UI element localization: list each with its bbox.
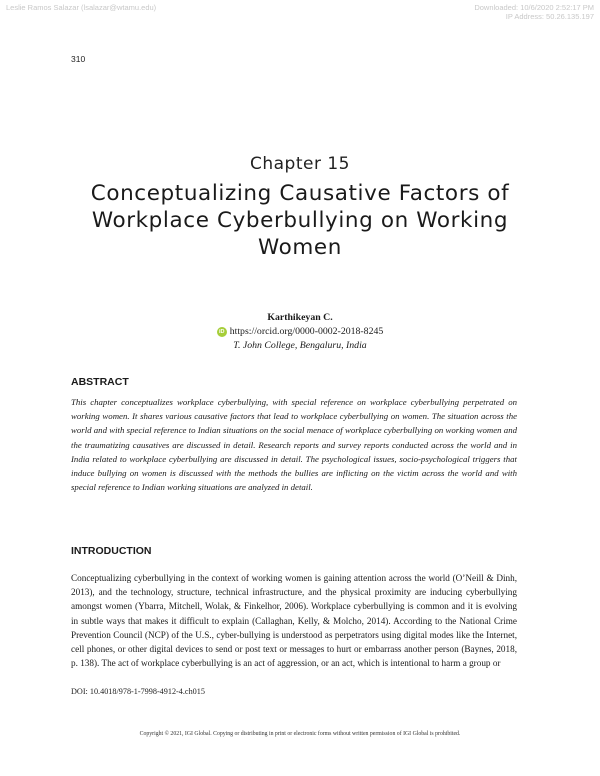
introduction-text: Conceptualizing cyberbullying in the context of working women is gaining attention across the world (O’Neill & Dinh, 2013), and the technology, structure, technical infrastructure, and the physical proximity are inducing cyberbullying amongst women (Ybarra, Mitchell, Wolak, & Finkelhor, 2006). Workplace cyberbullying is common and it is evolving in subtle ways that makes it difficult to explain (Callaghan, Kelly, & Molcho, 2014). According to the National Crime Prevention Council (NCP) of the U.S., cyber-bullying is understood as perpetrators using digital modes like the Internet, cell phones, or other digital devices to send or post text or messages to hurt or embarrass another person (Baynes, 2018, p. 138). The act of workplace cyberbullying is an act of aggression, or an act, which is intentional to harm a group or bbox=[71, 573, 517, 669]
doi: DOI: 10.4018/978-1-7998-4912-4.ch015 bbox=[71, 687, 205, 696]
download-watermark-user: Leslie Ramos Salazar (lsalazar@wtamu.edu) bbox=[6, 3, 157, 12]
orcid-link[interactable]: https://orcid.org/0000-0002-2018-8245 bbox=[229, 326, 384, 337]
author-name: Karthikeyan C. bbox=[267, 312, 333, 323]
page-number: 310 bbox=[71, 54, 86, 64]
orcid-line bbox=[0, 325, 600, 339]
ip-address: IP Address: 50.26.135.197 bbox=[505, 12, 594, 21]
author-affiliation: T. John College, Bengaluru, India bbox=[233, 340, 367, 351]
abstract-text: This chapter conceptualizes workplace cyberbullying, with special reference on workplace cyberbullying perpetrated on working women. It shares various causative factors that lead to workplace cyberbullying on women. The situation across the world and with special reference to Indian situations on the social menace of workplace cyberbullying on working women and the traumatizing causatives are discussed in detail. Research reports and survey reports conducted across the world and in India related to workplace cyberbullying are discussed in detail. The psychological issues, socio-psychological triggers that induce bullying on women is discussed with the methods the bullies are inflicting on the victim across the world and with special reference to Indian working situations are analyzed in detail. bbox=[71, 397, 517, 493]
author-block bbox=[0, 311, 600, 353]
copyright-notice: Copyright © 2021, IGI Global. Copying or distributing in print or electronic forms without written permission of IGI Global is prohibited. bbox=[139, 731, 461, 737]
abstract-heading: ABSTRACT bbox=[71, 376, 129, 388]
introduction-heading: INTRODUCTION bbox=[71, 545, 152, 557]
chapter-title: Conceptualizing Causative Factors of Workplace Cyberbullying on Working Women bbox=[90, 181, 510, 260]
download-watermark-info bbox=[474, 3, 594, 21]
download-timestamp: Downloaded: 10/6/2020 2:52:17 PM bbox=[474, 3, 594, 12]
orcid-icon: iD bbox=[217, 327, 227, 337]
chapter-label: Chapter 15 bbox=[249, 154, 350, 174]
